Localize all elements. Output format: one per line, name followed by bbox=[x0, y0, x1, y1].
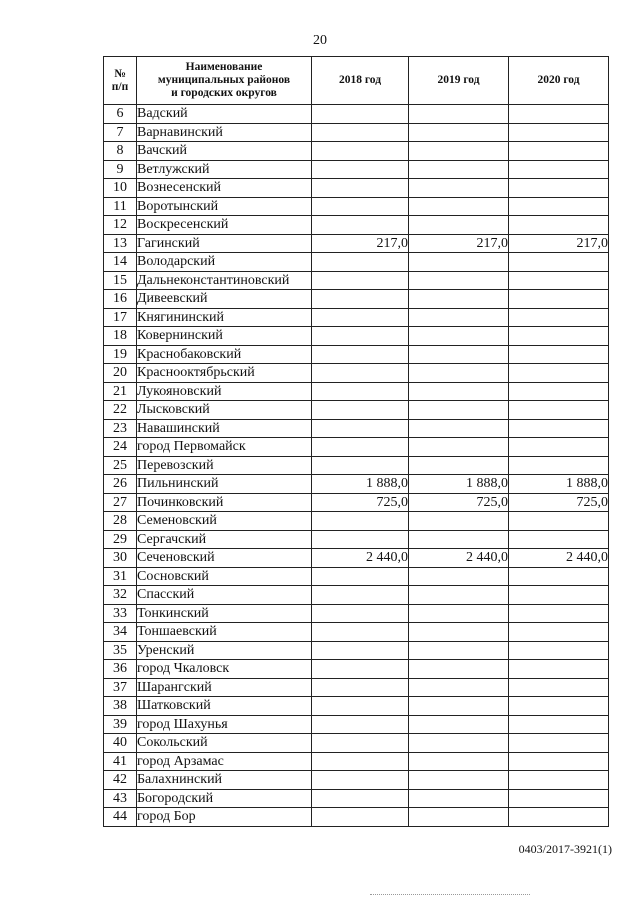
row-number: 18 bbox=[104, 327, 137, 346]
value-2018: 725,0 bbox=[312, 493, 409, 512]
value-2020 bbox=[509, 105, 609, 124]
district-name: Краснооктябрьский bbox=[137, 364, 312, 383]
value-2018 bbox=[312, 530, 409, 549]
district-name: Починковский bbox=[137, 493, 312, 512]
row-number: 28 bbox=[104, 512, 137, 531]
table-row bbox=[104, 530, 609, 549]
value-2020: 217,0 bbox=[509, 234, 609, 253]
value-2018 bbox=[312, 290, 409, 309]
header-2018: 2018 год bbox=[312, 57, 409, 105]
table-row bbox=[104, 549, 609, 568]
district-name: Шарангский bbox=[137, 678, 312, 697]
header-num-label: № п/п bbox=[111, 67, 129, 93]
value-2020 bbox=[509, 179, 609, 198]
district-name: Вадский bbox=[137, 105, 312, 124]
value-2020 bbox=[509, 715, 609, 734]
row-number: 7 bbox=[104, 123, 137, 142]
value-2019 bbox=[409, 123, 509, 142]
value-2018 bbox=[312, 789, 409, 808]
district-name: Семеновский bbox=[137, 512, 312, 531]
value-2018 bbox=[312, 715, 409, 734]
value-2018 bbox=[312, 623, 409, 642]
value-2018 bbox=[312, 179, 409, 198]
row-number: 14 bbox=[104, 253, 137, 272]
value-2019 bbox=[409, 401, 509, 420]
table-row bbox=[104, 197, 609, 216]
district-name: Дальнеконстантиновский bbox=[137, 271, 312, 290]
row-number: 26 bbox=[104, 475, 137, 494]
value-2020 bbox=[509, 456, 609, 475]
value-2020 bbox=[509, 567, 609, 586]
value-2018 bbox=[312, 419, 409, 438]
value-2018 bbox=[312, 271, 409, 290]
row-number: 21 bbox=[104, 382, 137, 401]
row-number: 8 bbox=[104, 142, 137, 161]
table-row bbox=[104, 456, 609, 475]
table-row bbox=[104, 438, 609, 457]
value-2020 bbox=[509, 197, 609, 216]
table-row bbox=[104, 697, 609, 716]
district-name: Ковернинский bbox=[137, 327, 312, 346]
value-2018 bbox=[312, 641, 409, 660]
district-name: Навашинский bbox=[137, 419, 312, 438]
value-2020 bbox=[509, 641, 609, 660]
table-row bbox=[104, 327, 609, 346]
table-row bbox=[104, 401, 609, 420]
district-name: Володарский bbox=[137, 253, 312, 272]
district-name: город Первомайск bbox=[137, 438, 312, 457]
table-row bbox=[104, 808, 609, 827]
district-name: Богородский bbox=[137, 789, 312, 808]
row-number: 24 bbox=[104, 438, 137, 457]
district-name: Спасский bbox=[137, 586, 312, 605]
value-2020: 2 440,0 bbox=[509, 549, 609, 568]
value-2019 bbox=[409, 308, 509, 327]
district-name: Балахнинский bbox=[137, 771, 312, 790]
table-row bbox=[104, 123, 609, 142]
table-row bbox=[104, 475, 609, 494]
value-2020 bbox=[509, 345, 609, 364]
value-2018 bbox=[312, 660, 409, 679]
row-number: 15 bbox=[104, 271, 137, 290]
value-2020 bbox=[509, 253, 609, 272]
value-2019: 217,0 bbox=[409, 234, 509, 253]
value-2020 bbox=[509, 142, 609, 161]
value-2020 bbox=[509, 271, 609, 290]
value-2020 bbox=[509, 123, 609, 142]
row-number: 40 bbox=[104, 734, 137, 753]
value-2019 bbox=[409, 604, 509, 623]
value-2018 bbox=[312, 808, 409, 827]
value-2020 bbox=[509, 512, 609, 531]
value-2018 bbox=[312, 697, 409, 716]
value-2019 bbox=[409, 271, 509, 290]
value-2019 bbox=[409, 364, 509, 383]
value-2019 bbox=[409, 419, 509, 438]
value-2018 bbox=[312, 604, 409, 623]
value-2018 bbox=[312, 752, 409, 771]
value-2019 bbox=[409, 456, 509, 475]
value-2020 bbox=[509, 530, 609, 549]
value-2019 bbox=[409, 512, 509, 531]
value-2018: 217,0 bbox=[312, 234, 409, 253]
value-2019 bbox=[409, 197, 509, 216]
row-number: 41 bbox=[104, 752, 137, 771]
value-2020 bbox=[509, 771, 609, 790]
value-2020 bbox=[509, 734, 609, 753]
row-number: 44 bbox=[104, 808, 137, 827]
district-name: Сергачский bbox=[137, 530, 312, 549]
value-2018: 1 888,0 bbox=[312, 475, 409, 494]
municipal-data-table bbox=[103, 56, 609, 827]
value-2020 bbox=[509, 604, 609, 623]
row-number: 22 bbox=[104, 401, 137, 420]
table-row bbox=[104, 179, 609, 198]
row-number: 30 bbox=[104, 549, 137, 568]
table-row bbox=[104, 290, 609, 309]
row-number: 16 bbox=[104, 290, 137, 309]
value-2019 bbox=[409, 715, 509, 734]
row-number: 33 bbox=[104, 604, 137, 623]
row-number: 29 bbox=[104, 530, 137, 549]
value-2019 bbox=[409, 641, 509, 660]
value-2019 bbox=[409, 160, 509, 179]
district-name: Уренский bbox=[137, 641, 312, 660]
value-2019 bbox=[409, 142, 509, 161]
table-row bbox=[104, 660, 609, 679]
value-2018 bbox=[312, 327, 409, 346]
district-name: Шатковский bbox=[137, 697, 312, 716]
table-row bbox=[104, 567, 609, 586]
table-row bbox=[104, 105, 609, 124]
value-2018 bbox=[312, 308, 409, 327]
district-name: Пильнинский bbox=[137, 475, 312, 494]
value-2019 bbox=[409, 678, 509, 697]
table-row bbox=[104, 271, 609, 290]
district-name: Тонкинский bbox=[137, 604, 312, 623]
district-name: город Шахунья bbox=[137, 715, 312, 734]
value-2018 bbox=[312, 586, 409, 605]
header-name bbox=[137, 57, 312, 105]
value-2019 bbox=[409, 623, 509, 642]
value-2020 bbox=[509, 382, 609, 401]
value-2018 bbox=[312, 364, 409, 383]
row-number: 12 bbox=[104, 216, 137, 235]
row-number: 34 bbox=[104, 623, 137, 642]
table-row bbox=[104, 752, 609, 771]
value-2018 bbox=[312, 456, 409, 475]
value-2020 bbox=[509, 808, 609, 827]
row-number: 19 bbox=[104, 345, 137, 364]
table-header-row bbox=[104, 57, 609, 105]
table-row bbox=[104, 678, 609, 697]
row-number: 36 bbox=[104, 660, 137, 679]
row-number: 37 bbox=[104, 678, 137, 697]
table-row bbox=[104, 345, 609, 364]
table-row bbox=[104, 364, 609, 383]
value-2020 bbox=[509, 401, 609, 420]
value-2018: 2 440,0 bbox=[312, 549, 409, 568]
value-2019 bbox=[409, 105, 509, 124]
value-2019: 725,0 bbox=[409, 493, 509, 512]
value-2020 bbox=[509, 660, 609, 679]
district-name: город Чкаловск bbox=[137, 660, 312, 679]
row-number: 17 bbox=[104, 308, 137, 327]
table-row bbox=[104, 419, 609, 438]
district-name: Княгининский bbox=[137, 308, 312, 327]
district-name: Сеченовский bbox=[137, 549, 312, 568]
value-2019 bbox=[409, 438, 509, 457]
row-number: 9 bbox=[104, 160, 137, 179]
row-number: 23 bbox=[104, 419, 137, 438]
value-2018 bbox=[312, 345, 409, 364]
table-row bbox=[104, 253, 609, 272]
table-row bbox=[104, 512, 609, 531]
value-2018 bbox=[312, 105, 409, 124]
district-name: Вачский bbox=[137, 142, 312, 161]
value-2019 bbox=[409, 345, 509, 364]
table-row bbox=[104, 234, 609, 253]
value-2019 bbox=[409, 789, 509, 808]
value-2018 bbox=[312, 123, 409, 142]
value-2020 bbox=[509, 789, 609, 808]
table-row bbox=[104, 216, 609, 235]
value-2018 bbox=[312, 401, 409, 420]
value-2018 bbox=[312, 734, 409, 753]
district-name: Воротынский bbox=[137, 197, 312, 216]
value-2018 bbox=[312, 678, 409, 697]
district-name: Воскресенский bbox=[137, 216, 312, 235]
district-name: Варнавинский bbox=[137, 123, 312, 142]
table-row bbox=[104, 586, 609, 605]
value-2020 bbox=[509, 160, 609, 179]
district-name: Сокольский bbox=[137, 734, 312, 753]
value-2018 bbox=[312, 160, 409, 179]
value-2020: 1 888,0 bbox=[509, 475, 609, 494]
district-name: Гагинский bbox=[137, 234, 312, 253]
value-2018 bbox=[312, 567, 409, 586]
value-2019 bbox=[409, 660, 509, 679]
value-2019 bbox=[409, 734, 509, 753]
district-name: Дивеевский bbox=[137, 290, 312, 309]
value-2019 bbox=[409, 382, 509, 401]
table-body bbox=[104, 105, 609, 827]
row-number: 11 bbox=[104, 197, 137, 216]
district-name: Вознесенский bbox=[137, 179, 312, 198]
value-2020 bbox=[509, 290, 609, 309]
value-2020 bbox=[509, 364, 609, 383]
table-row bbox=[104, 641, 609, 660]
row-number: 10 bbox=[104, 179, 137, 198]
district-name: Краснобаковский bbox=[137, 345, 312, 364]
value-2019 bbox=[409, 808, 509, 827]
value-2019 bbox=[409, 290, 509, 309]
row-number: 25 bbox=[104, 456, 137, 475]
value-2020 bbox=[509, 308, 609, 327]
value-2019 bbox=[409, 567, 509, 586]
value-2020 bbox=[509, 327, 609, 346]
header-num bbox=[104, 57, 137, 105]
district-name: Ветлужский bbox=[137, 160, 312, 179]
table-row bbox=[104, 308, 609, 327]
value-2018 bbox=[312, 216, 409, 235]
district-name: город Бор bbox=[137, 808, 312, 827]
header-2019: 2019 год bbox=[409, 57, 509, 105]
table-row bbox=[104, 493, 609, 512]
value-2019 bbox=[409, 179, 509, 198]
district-name: Лукояновский bbox=[137, 382, 312, 401]
row-number: 27 bbox=[104, 493, 137, 512]
value-2020 bbox=[509, 586, 609, 605]
document-code: 0403/2017-3921(1) bbox=[518, 842, 612, 856]
table-row bbox=[104, 734, 609, 753]
value-2018 bbox=[312, 253, 409, 272]
row-number: 6 bbox=[104, 105, 137, 124]
value-2019 bbox=[409, 530, 509, 549]
value-2020 bbox=[509, 438, 609, 457]
header-2020: 2020 год bbox=[509, 57, 609, 105]
value-2019 bbox=[409, 697, 509, 716]
district-name: Перевозский bbox=[137, 456, 312, 475]
value-2019 bbox=[409, 216, 509, 235]
row-number: 43 bbox=[104, 789, 137, 808]
district-name: город Арзамас bbox=[137, 752, 312, 771]
row-number: 42 bbox=[104, 771, 137, 790]
value-2019 bbox=[409, 752, 509, 771]
row-number: 38 bbox=[104, 697, 137, 716]
value-2018 bbox=[312, 142, 409, 161]
value-2020 bbox=[509, 697, 609, 716]
value-2020 bbox=[509, 678, 609, 697]
value-2018 bbox=[312, 382, 409, 401]
value-2020: 725,0 bbox=[509, 493, 609, 512]
value-2019: 1 888,0 bbox=[409, 475, 509, 494]
row-number: 39 bbox=[104, 715, 137, 734]
row-number: 32 bbox=[104, 586, 137, 605]
page-number: 20 bbox=[313, 33, 327, 48]
row-number: 31 bbox=[104, 567, 137, 586]
value-2019: 2 440,0 bbox=[409, 549, 509, 568]
table-row bbox=[104, 160, 609, 179]
value-2018 bbox=[312, 197, 409, 216]
header-name-label: Наименование муниципальных районов и городских округов bbox=[157, 61, 291, 99]
district-name: Тоншаевский bbox=[137, 623, 312, 642]
value-2018 bbox=[312, 512, 409, 531]
table-row bbox=[104, 604, 609, 623]
value-2019 bbox=[409, 327, 509, 346]
value-2018 bbox=[312, 771, 409, 790]
value-2019 bbox=[409, 253, 509, 272]
value-2018 bbox=[312, 438, 409, 457]
value-2020 bbox=[509, 419, 609, 438]
row-number: 20 bbox=[104, 364, 137, 383]
table-row bbox=[104, 789, 609, 808]
table-row bbox=[104, 715, 609, 734]
table-row bbox=[104, 771, 609, 790]
row-number: 13 bbox=[104, 234, 137, 253]
value-2020 bbox=[509, 623, 609, 642]
table-row bbox=[104, 382, 609, 401]
scan-artifact bbox=[370, 894, 530, 898]
value-2019 bbox=[409, 586, 509, 605]
value-2020 bbox=[509, 216, 609, 235]
table-row bbox=[104, 142, 609, 161]
district-name: Сосновский bbox=[137, 567, 312, 586]
table-row bbox=[104, 623, 609, 642]
value-2020 bbox=[509, 752, 609, 771]
row-number: 35 bbox=[104, 641, 137, 660]
value-2019 bbox=[409, 771, 509, 790]
district-name: Лысковский bbox=[137, 401, 312, 420]
